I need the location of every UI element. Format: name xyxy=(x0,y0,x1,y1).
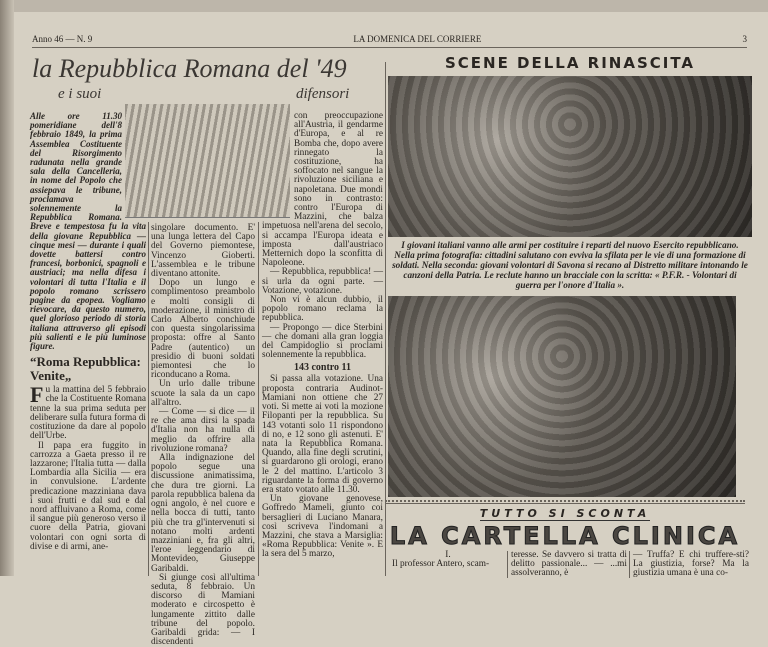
paragraph: — Come — si dice — il re che ama dirsi la spada d'Italia non ha nulla di meglio da offrire alla rivoluzione romana? xyxy=(151,407,255,454)
page-top-edge xyxy=(0,0,768,12)
chapter-number: I. xyxy=(445,550,451,560)
page-header xyxy=(32,34,747,48)
page-number: 3 xyxy=(742,34,747,44)
divider xyxy=(385,500,745,504)
subheading-roma-repubblica: “Roma Repubblica: Venite„ xyxy=(30,354,141,384)
drop-cap: F xyxy=(30,382,44,408)
paragraph: Si giunge così all'ultima seduta, 8 febbraio. Un discorso di Mamiani moderato e circospetto è lungamente zittito dalle tribune del popolo. Garibaldi grida: — I discendenti xyxy=(151,572,255,647)
paragraph: — Repubblica, repubblica! — si urla da ogni parte. — Votazione, votazione. xyxy=(262,267,383,296)
paragraph: Il professor Antero, scam- xyxy=(392,559,490,569)
article-column-2 xyxy=(151,224,255,647)
article-title-line2a: e i suoi xyxy=(58,86,102,102)
paragraph: — Propongo — dice Sterbini — che domani alla gran loggia del Campidoglio si proclami solennemente la repubblica. xyxy=(262,322,383,361)
paragraph: Non vi è alcun dubbio, il popolo romano reclama la repubblica. xyxy=(262,295,383,324)
column-rule xyxy=(148,222,149,576)
story-column-2 xyxy=(507,551,627,578)
paragraph: con preoccupazione all'Austria, il gendarme d'Europa, e al re Bomba che, dopo avere rinnegato la costituzione, ha soffocato nel sangue la rivoluzione siciliana e napoletana. Due mondi sono in contrasto: contro l'Europa di Mazzini, che balza impetuosa nell'arena del secolo, si accampa l'Europa ideata e imposta dall'austriaco Metternich dopo la sconfitta di Napoleone. xyxy=(262,111,383,269)
paragraph: teresse. Se davvero si tratta di delitto passionale... — ...mi assolveranno, è xyxy=(511,550,627,578)
paragraph: singolare documento. E' una lunga lettera del Capo del Governo piemontese, Vincenzo Gioberti. L'assemblea e le tribune diventano attonite. xyxy=(151,223,255,280)
paragraph: Dopo un lungo e complimentoso preambolo e molti consigli di moderazione, il ministro di Carlo Alberto conchiude con questa singolarissima proposta: offre al Santo Padre (autentico) un presidio di buoni soldati piemontesi che lo riconducano a Roma. xyxy=(151,278,255,381)
subheading-143-contro-11: 143 contro 11 xyxy=(293,362,352,374)
story-title: LA CARTELLA CLINICA xyxy=(389,522,741,550)
story-column-3 xyxy=(629,551,749,578)
photo-citizens-saluting xyxy=(388,76,752,237)
intro-paragraph: Alle ore 11.30 pomeridiane dell'8 febbraio 1849, la prima Assemblea Costituente del Risorgimento radunata nella grande sala della Cancelleria, in nome del Popolo che assiepava le tribune, proclamava solennemente la Repubblica Romana. Breve e tempestosa fu la vita della giovane Repubblica — cinque mesi — durante i quali dovette battersi contro francesi, borbonici, spagnoli e austriaci; ma nella difesa i volontari di tutta l'Italia e il popolo romano scrissero pagine da epopea. Vogliamo rievocare, da questo numero, quel glorioso periodo di storia italiana attraverso gli episodi più salienti e le più luminose figure. xyxy=(30,111,146,352)
paragraph: — Truffa? E chi truffere-sti? La giustizia, forse? Ma la giustizia umana è una co- xyxy=(633,550,749,578)
issue-number: Anno 46 — N. 9 xyxy=(32,34,93,44)
paragraph: Il papa era fuggito in carrozza a Gaeta presso il re lazzarone; l'Italia tutta — dalla Lombardia alla Sicilia — era in convulsione. L'ardente predicazione mazziniana dava i suoi frutti e dal sud e dal nord affluivano a Roma, come il sangue più generoso verso il cuore della Patria, giovani volontari con ogni sorta di divise e di armi, ane- xyxy=(30,440,146,552)
story-kicker: TUTTO SI SCONTA xyxy=(479,507,651,520)
story-column-1 xyxy=(392,551,504,569)
paragraph: Alla indignazione del popolo segue una discussione animatissima, che dura tre giorni. La parola repubblica balena da ogni angolo, è nel cuore e nella bocca di tutti, tanto più che tra gl'intervenuti si notano molti ardenti mazziniani e, fra gli altri, l'eroe leggendario di Montevideo, Giuseppe Garibaldi. xyxy=(151,453,255,574)
article-title: la Repubblica Romana del '49 xyxy=(32,54,347,83)
article-column-1 xyxy=(30,112,146,552)
section-rule xyxy=(385,62,386,576)
newspaper-name: LA DOMENICA DEL CORRIERE xyxy=(353,34,482,44)
column-rule xyxy=(258,222,259,576)
paragraph: Si passa alla votazione. Una proposta contraria Audinot-Mamiani non ottiene che 27 voti. Si mette ai voti la mozione Filopanti per la repubblica. Su 143 votanti solo 11 rispondono di no, e 12 sono gli astenuti. E' nata la Repubblica Romana. Quando, alla fine degli scrutini, si guardarono gli orologi, erano le 2 del mattino. L'articolo 3 riguardante la forma di governo era stato votato alle 11.30. xyxy=(262,374,383,495)
photo-section-title: SCENE DELLA RINASCITA xyxy=(444,54,696,72)
paragraph: u la mattina del 5 febbraio che la Costituente Romana tenne la sua prima seduta per deliberare sulla futura forma di costituzione da dare al popolo dell'Urbe. xyxy=(30,385,146,442)
binding-edge xyxy=(0,0,14,576)
article-title-line2b: difensori xyxy=(296,86,350,102)
paragraph: Un giovane genovese, Goffredo Mameli, giunto coi bersaglieri di Luciano Manara, così scriveva l'indomani a Mazzini, che stava a Marsiglia: «Roma Repubblica: Venite ». E la sera del 5 marzo, xyxy=(262,494,383,560)
photo-caption: I giovani italiani vanno alle armi per costituire i reparti del nuovo Esercito repubblicano. Nella prima fotografia: cittadini salutano con evviva la sfilata per le vie di una formazione di soldati. Nella seconda: giovani volontari di Savona si recano al Distretto militare intonando le canzoni della Patria. Le reclute hanno un bracciale con la scritta: « P.F.R. - Volontari di guerra per l'onore d'Italia ». xyxy=(392,240,748,290)
article-column-3 xyxy=(262,112,383,560)
paragraph: Un urlo dalle tribune scuote la sala da un capo all'altro. xyxy=(151,379,255,408)
photo-volunteers-savona xyxy=(388,296,736,497)
